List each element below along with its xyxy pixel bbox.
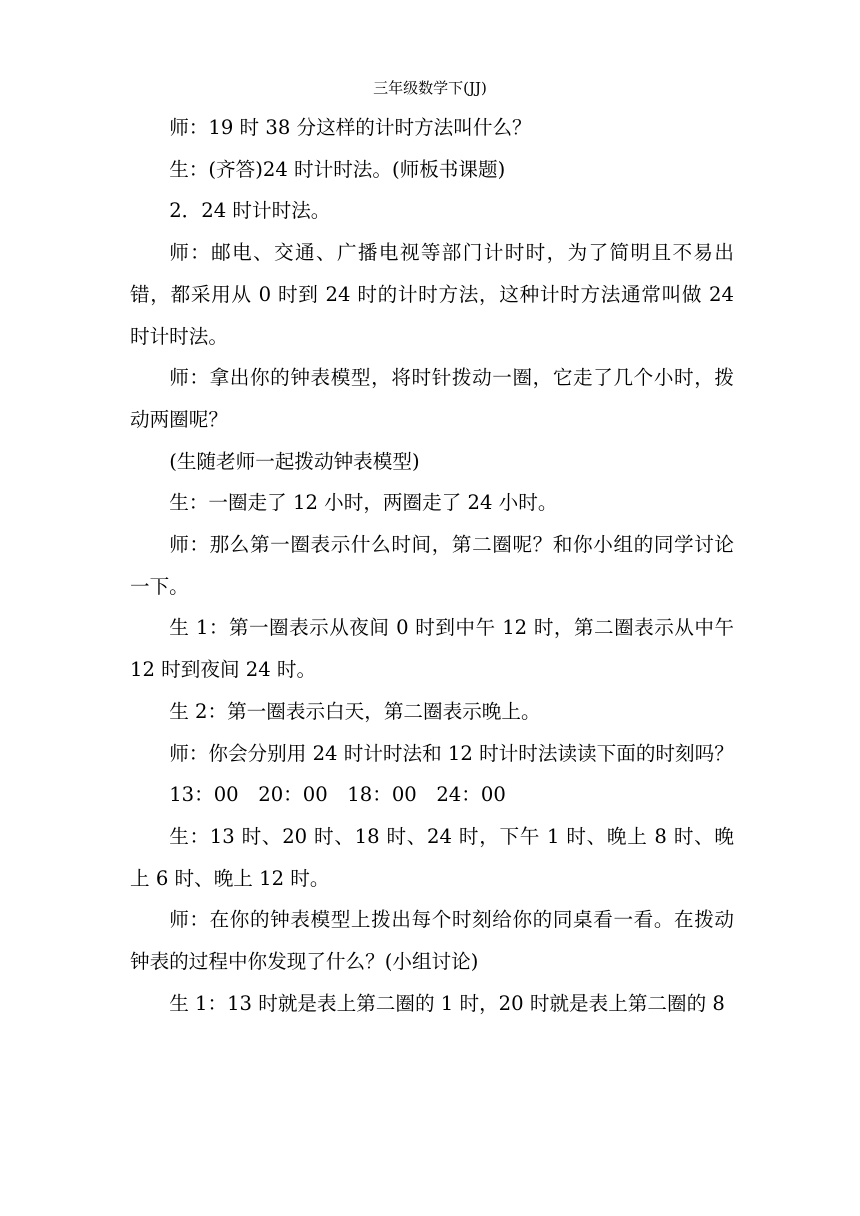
paragraph: 师：你会分别用 24 时计时法和 12 时计时法读读下面的时刻吗？ — [169, 741, 734, 765]
paragraph: 师：19 时 38 分这样的计时方法叫什么？ — [169, 116, 532, 139]
paragraph: 师：拿出你的钟表模型，将时针拨动一圈，它走了几个小时，拨动两圈呢？ — [130, 366, 734, 431]
paragraph: 生：一圈走了 12 小时，两圈走了 24 小时。 — [169, 491, 558, 515]
paragraph: 师：在你的钟表模型上拨出每个时刻给你的同桌看一看。在拨动钟表的过程中你发现了什么？(小组讨论) — [130, 908, 734, 974]
paragraph: 生 2：第一圈表示白天，第二圈表示晚上。 — [169, 699, 541, 723]
page-header: 三年级数学下(JJ) — [373, 79, 487, 97]
paragraph: 师：那么第一圈表示什么时间，第二圈呢？和你小组的同学讨论一下。 — [130, 533, 734, 598]
lesson-body — [130, 107, 741, 1024]
paragraph: 师：邮电、交通、广播电视等部门计时时，为了简明且不易出错，都采用从 0 时到 24 时的计时方法，这种计时方法通常叫做 24 时计时法。 — [130, 241, 741, 348]
paragraph: (生随老师一起拨动钟表模型) — [169, 449, 420, 473]
paragraph: 2．24 时计时法。 — [169, 199, 331, 223]
paragraph: 生 1：第一圈表示从夜间 0 时到中午 12 时，第二圈表示从中午 12 时到夜间 24 时。 — [130, 616, 741, 682]
paragraph: 生：(齐答)24 时计时法。(师板书课题) — [169, 157, 506, 181]
paragraph: 生 1：13 时就是表上第二圈的 1 时，20 时就是表上第二圈的 8 — [169, 991, 725, 1015]
paragraph: 生：13 时、20 时、18 时、24 时，下午 1 时、晚上 8 时、晚上 6 时、晚上 12 时。 — [130, 824, 734, 890]
paragraph: 13：00 20：00 18：00 24：00 — [169, 783, 506, 807]
